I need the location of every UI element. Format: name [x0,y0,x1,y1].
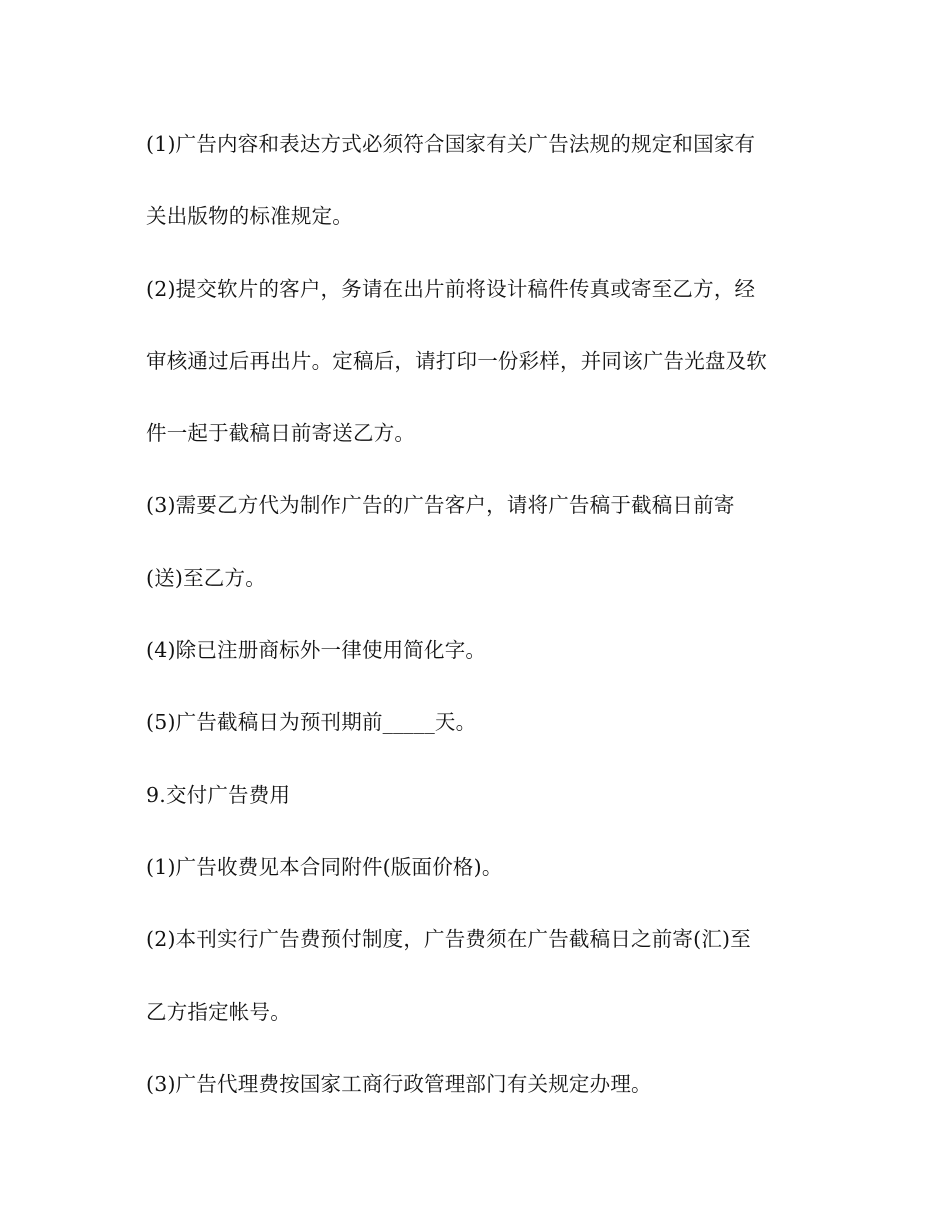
clause-8-2-line-3: 件一起于截稿日前寄送乙方。 [146,421,416,445]
clause-8-1-line-2: 关出版物的标准规定。 [146,204,353,228]
clause-8-1-line-1: (1)广告内容和表达方式必须符合国家有关广告法规的规定和国家有 [146,132,756,156]
clause-8-5: (5)广告截稿日为预刊期前_____天。 [146,710,477,734]
section-heading-payment: 9.交付广告费用 [146,783,291,807]
clause-8-4: (4)除已注册商标外一律使用简化字。 [146,638,487,662]
clause-9-1: (1)广告收费见本合同附件(版面价格)。 [146,855,503,879]
clause-8-3-line-2: (送)至乙方。 [146,566,266,590]
clause-8-2-line-2: 审核通过后再出片。定稿后，请打印一份彩样，并同该广告光盘及软 [146,349,767,373]
clause-9-2-line-1: (2)本刊实行广告费预付制度，广告费须在广告截稿日之前寄(汇)至 [146,927,751,951]
clause-9-3: (3)广告代理费按国家工商行政管理部门有关规定办理。 [146,1072,652,1096]
clause-8-2-line-1: (2)提交软片的客户，务请在出片前将设计稿件传真或寄至乙方，经 [146,277,756,301]
clause-9-2-line-2: 乙方指定帐号。 [146,1000,291,1024]
clause-8-3-line-1: (3)需要乙方代为制作广告的广告客户，请将广告稿于截稿日前寄 [146,493,735,517]
